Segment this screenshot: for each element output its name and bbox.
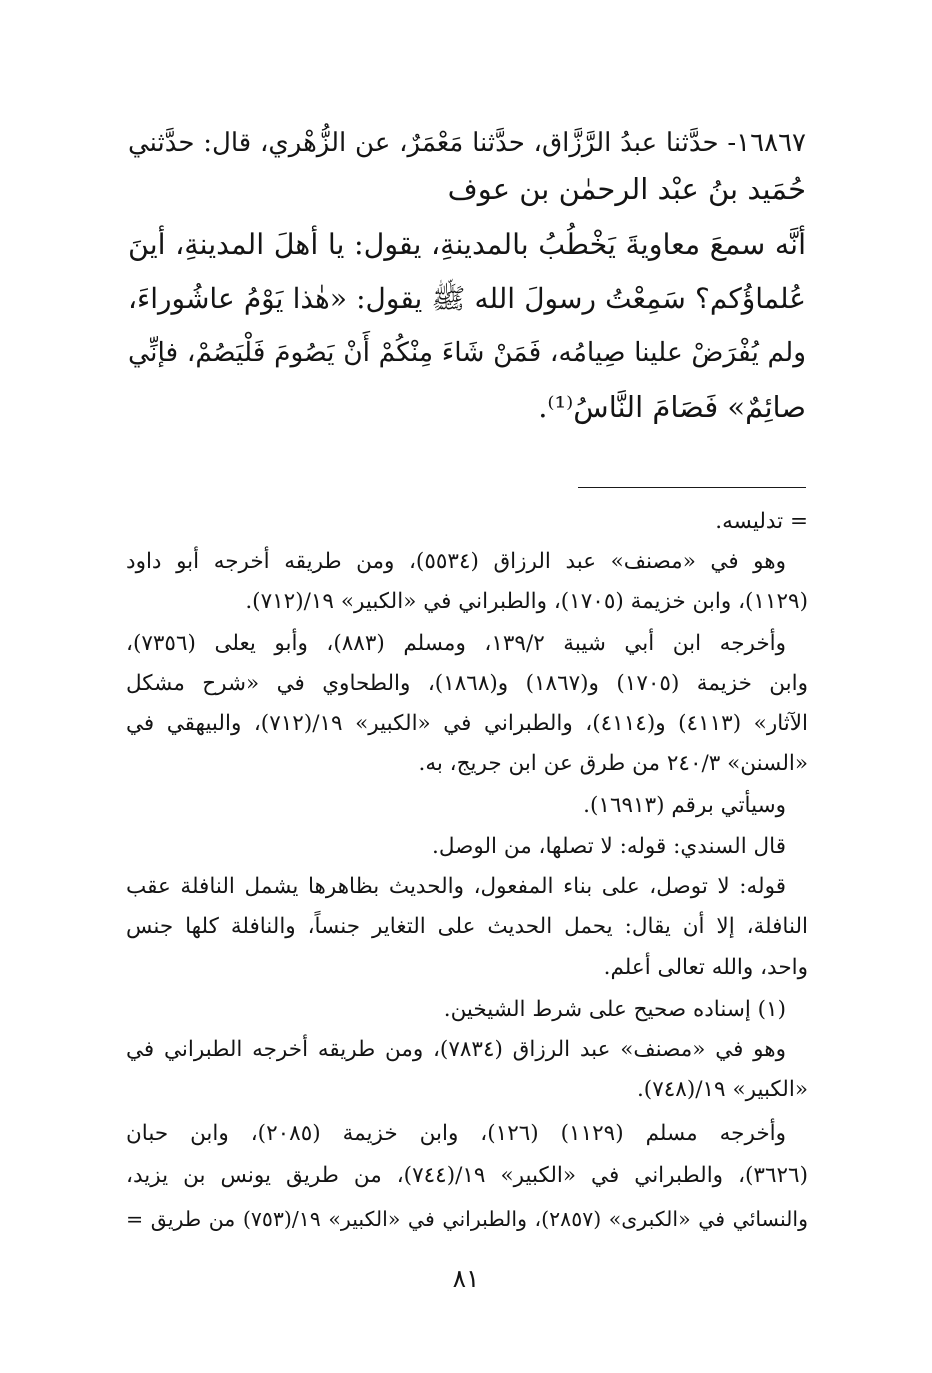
footnote-line: وأخرجه مسلم (١١٢٩) (١٢٦)، وابن خزيمة (٢٠٨٥)، وابن حبان xyxy=(126,1121,786,1146)
footnote-line: وسيأتي برقم (١٦٩١٣). xyxy=(583,793,786,818)
footnote-line: (٣٦٢٦)، والطبراني في «الكبير» ١٩/(٧٤٤)، من طريق يونس بن يزيد، xyxy=(126,1163,808,1188)
footnote-line: قال السندي: قوله: لا تصلها، من الوصل. xyxy=(431,834,786,859)
hadith-line: ولم يُفْرَضْ علينا صِيامُه، فَمَنْ شَاءَ مِنْكُمْ أَنْ يَصُومَ فَلْيَصُمْ، فإنِّي xyxy=(128,337,806,368)
footnote-line: (١) إسناده صحيح على شرط الشيخين. xyxy=(443,997,786,1022)
footnote-line: وأخرجه ابن أبي شيبة ١٣٩/٢، ومسلم (٨٨٣)، وأبو يعلى (٧٣٥٦)، xyxy=(126,631,786,656)
footnote-line: «السنن» ٢٤٠/٣ من طرق عن ابن جريج، به. xyxy=(418,751,808,776)
footnote-line: واحد، والله تعالى أعلم. xyxy=(603,955,808,980)
footnote-line: والنسائي في «الكبرى» (٢٨٥٧)، والطبراني في «الكبير» ١٩/(٧٥٣) من طريق = xyxy=(126,1207,808,1231)
footnote-separator xyxy=(578,487,806,488)
footnote-line: وهو في «مصنف» عبد الرزاق (٧٨٣٤)، ومن طريقه أخرجه الطبراني في xyxy=(126,1037,786,1062)
hadith-text xyxy=(128,120,806,424)
hadith-line: أنَّه سمعَ معاويةَ يَخْطُبُ بالمدينةِ، يقول: يا أهلَ المدينةِ، أينَ xyxy=(128,228,806,261)
hadith-line: صائِمٌ» فَصَامَ النَّاسُ⁽¹⁾. xyxy=(538,390,806,424)
footnote-line: «الكبير» ١٩/(٧٤٨). xyxy=(636,1077,808,1102)
footnotes xyxy=(126,505,808,1255)
hadith-line: ١٦٨٦٧- حدَّثنا عبدُ الرَّزَّاق، حدَّثنا مَعْمَرٌ، عن الزُّهْري، قال: حدَّثني xyxy=(128,128,806,158)
footnote-line: قوله: لا توصل، على بناء المفعول، والحديث بظاهرها يشمل النافلة عقب xyxy=(126,874,786,899)
footnote-line: (١١٢٩)، وابن خزيمة (١٧٠٥)، والطبراني في «الكبير» ١٩/(٧١٢). xyxy=(245,589,808,614)
footnote-line: الآثار» (٤١١٣) و(٤١١٤)، والطبراني في «الكبير» ١٩/(٧١٢)، والبيهقي في xyxy=(126,711,808,736)
hadith-line: عُلماؤُكم؟ سَمِعْتُ رسولَ الله ﷺ يقول: «هٰذا يَوْمُ عاشُوراءَ، xyxy=(128,282,806,315)
footnote-line: وهو في «مصنف» عبد الرزاق (٥٥٣٤)، ومن طريقه أخرجه أبو داود xyxy=(126,549,786,574)
footnote-line: النافلة، إلا أن يقال: يحمل الحديث على التغاير جنساً، والنافلة كلها جنس xyxy=(126,914,808,939)
footnote-line: = تدليسه. xyxy=(715,509,808,534)
footnote-line: وابن خزيمة (١٧٠٥) و(١٨٦٧) و(١٨٦٨)، والطحاوي في «شرح مشكل xyxy=(126,671,808,696)
page-number: ٨١ xyxy=(452,1264,480,1293)
hadith-line: حُمَيد بنُ عبْد الرحمٰن بن عوف xyxy=(447,172,806,206)
